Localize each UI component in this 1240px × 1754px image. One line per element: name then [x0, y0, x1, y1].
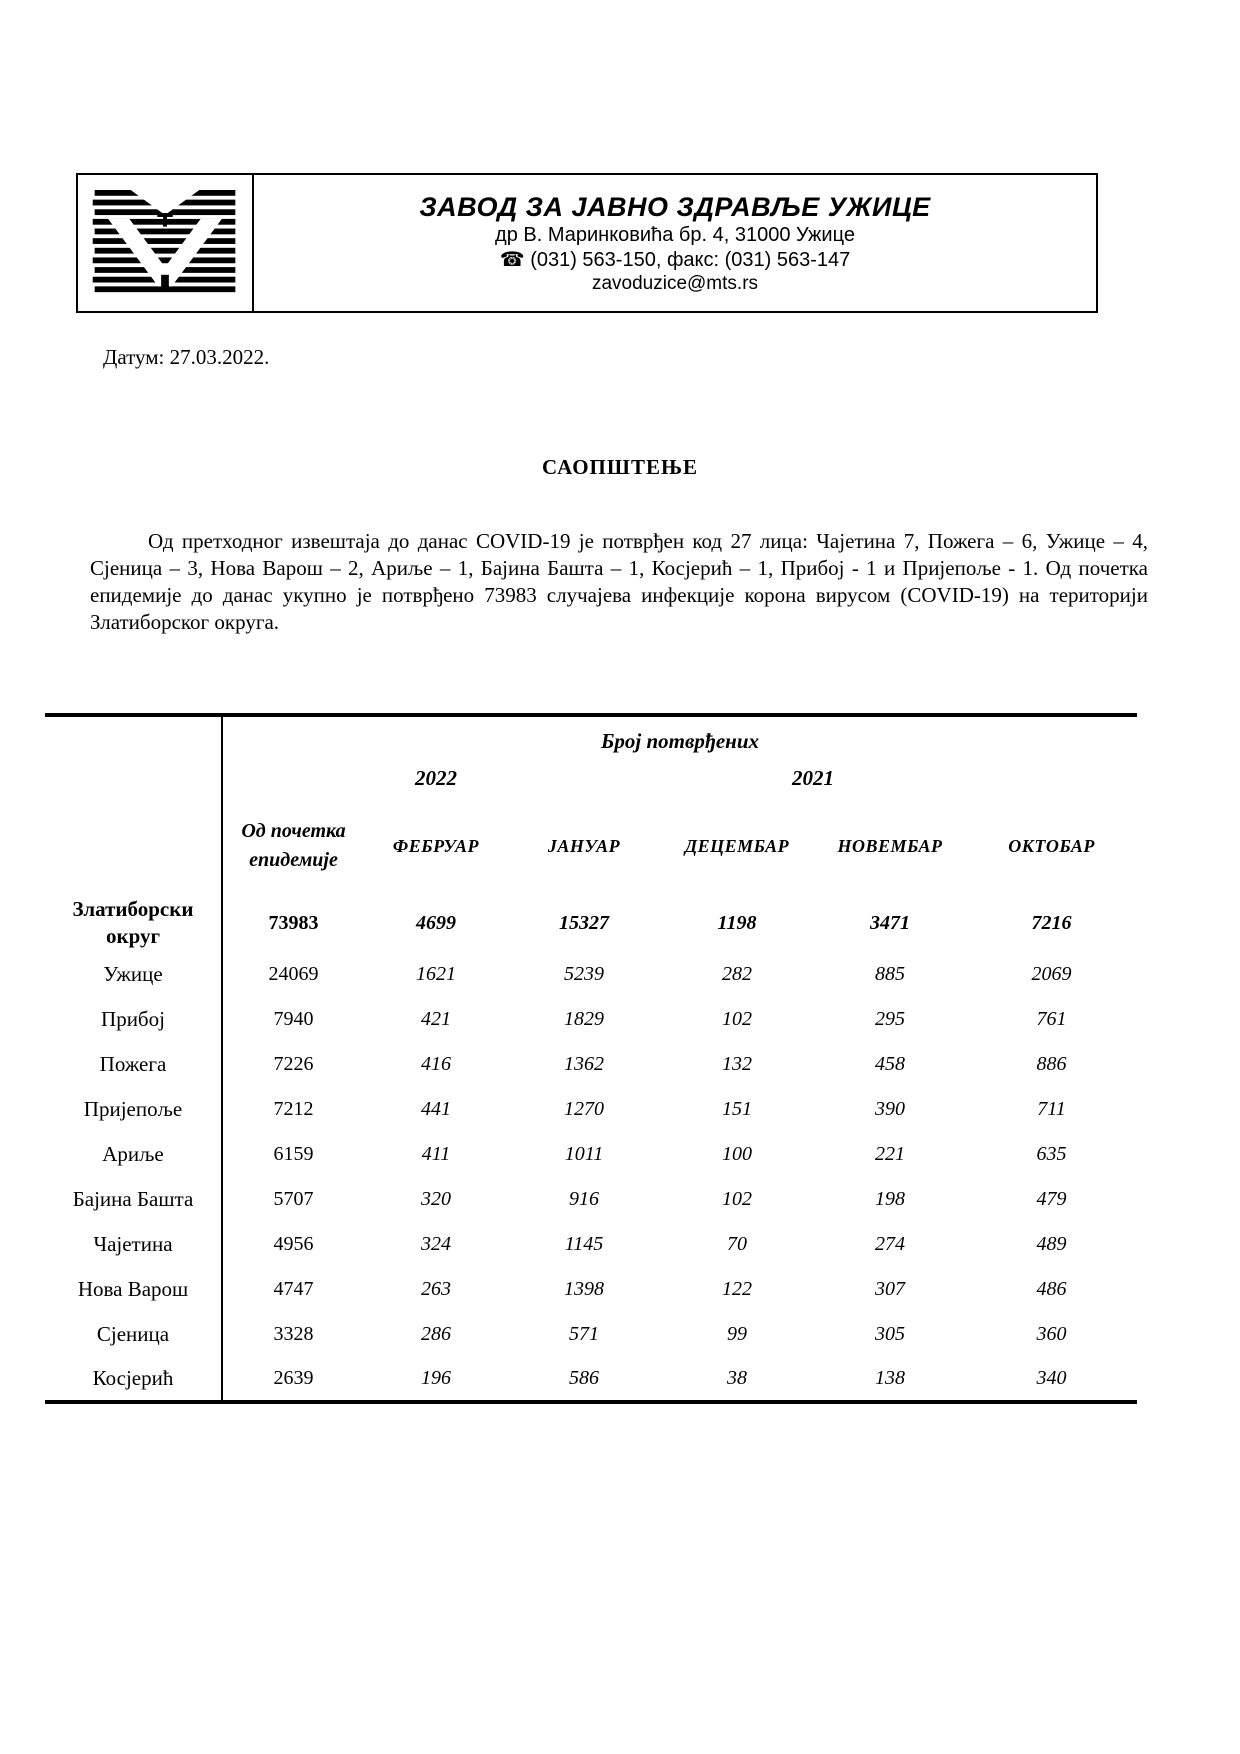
table-row	[45, 997, 1137, 1042]
cell-value: 305	[875, 1323, 905, 1345]
row-label: Косјерић	[92, 1366, 174, 1390]
column-header-november: НОВЕМБАР	[837, 835, 943, 856]
cell-value: 411	[421, 1143, 451, 1165]
row-label: Ужице	[103, 962, 163, 986]
column-header-october: ОКТОБАР	[1008, 835, 1095, 856]
cell-value: 38	[727, 1367, 747, 1389]
institute-address: др В. Маринковића бр. 4, 31000 Ужице	[495, 224, 855, 247]
cell-value: 2639	[273, 1367, 314, 1389]
cell-value: 4747	[273, 1278, 314, 1300]
cell-value: 1198	[717, 911, 757, 934]
cell-value: 320	[421, 1188, 451, 1210]
district-total-row	[45, 894, 1137, 952]
year-2022-label: 2022	[415, 765, 457, 790]
table-caption-row	[45, 715, 1137, 758]
cell-value: 282	[722, 963, 752, 985]
row-label: Нова Варош	[77, 1277, 189, 1301]
cell-value: 441	[421, 1098, 451, 1120]
cell-value: 138	[875, 1367, 905, 1389]
cell-value: 1011	[564, 1143, 604, 1165]
cell-value: 263	[421, 1278, 451, 1300]
body-paragraph: Од претходног извештаја до данас COVID-19 је потврђен код 27 лица: Чајетина 7, Пожега – 6, Ужице – 4, Сјеница – 3, Нова Варош – 2, Ариље – 1, Бајина Башта – 1, Косјерић – 1, Прибој - 1 и Пријепоље - 1. Од почетка епидемије до данас укупно је потврђено 73983 случајева инфекције корона вирусом (COVID-19) на територији Златиборског округа.	[90, 529, 1148, 634]
cell-value: 340	[1036, 1367, 1067, 1389]
cell-value: 7226	[273, 1053, 314, 1075]
institute-header-box	[76, 173, 1098, 313]
cell-value: 198	[875, 1188, 905, 1210]
cell-value: 885	[875, 963, 905, 985]
table-row	[45, 1312, 1137, 1357]
cell-value: 307	[875, 1278, 905, 1300]
cell-value: 586	[569, 1367, 599, 1389]
cell-value: 761	[1036, 1008, 1067, 1030]
cell-value: 73983	[268, 911, 319, 934]
row-label: Ариље	[102, 1142, 164, 1166]
table-row	[45, 1267, 1137, 1312]
table-row	[45, 1132, 1137, 1177]
table-row	[45, 1357, 1137, 1402]
table-caption: Број потврђених	[601, 729, 760, 753]
cell-value: 360	[1036, 1323, 1067, 1345]
covid-table	[45, 713, 1137, 1404]
cell-value: 3328	[273, 1323, 314, 1345]
institute-info	[254, 175, 1096, 311]
cell-value: 5707	[273, 1188, 314, 1210]
institute-logo-icon	[92, 190, 238, 296]
cell-value: 421	[421, 1008, 451, 1030]
table-year-row	[45, 758, 1137, 798]
cell-value: 102	[722, 1188, 752, 1210]
cell-value: 7216	[1031, 911, 1072, 934]
row-label: Прибој	[101, 1007, 165, 1031]
cell-value: 4699	[416, 911, 456, 934]
table-row	[45, 1087, 1137, 1132]
cell-value: 916	[569, 1188, 599, 1210]
column-header-february: ФЕБРУАР	[392, 835, 480, 856]
cell-value: 221	[875, 1143, 905, 1165]
cell-value: 102	[722, 1008, 752, 1030]
cell-value: 324	[421, 1233, 451, 1255]
cell-value: 486	[1036, 1278, 1067, 1300]
row-label: Сјеница	[96, 1322, 170, 1346]
institute-email: zavoduzice@mts.rs	[591, 273, 759, 295]
institute-name: ЗАВОД ЗА ЈАВНО ЗДРАВЉЕ УЖИЦЕ	[419, 191, 931, 222]
cell-value: 100	[722, 1143, 752, 1165]
cell-value: 70	[727, 1233, 747, 1255]
cell-value: 2069	[1031, 963, 1072, 985]
year-2021-label: 2021	[792, 765, 834, 790]
cell-value: 635	[1036, 1143, 1067, 1165]
cell-value: 1621	[416, 963, 456, 985]
cell-value: 886	[1036, 1053, 1067, 1075]
cell-value: 6159	[273, 1143, 314, 1165]
logo-cell	[78, 175, 254, 311]
table-row	[45, 1042, 1137, 1087]
cell-value: 479	[1036, 1188, 1067, 1210]
cell-value: 390	[875, 1098, 905, 1120]
cell-value: 416	[421, 1053, 451, 1075]
column-header-epidemic-total: Од почетка епидемије	[241, 820, 346, 871]
cell-value: 1829	[564, 1008, 604, 1030]
cell-value: 7212	[273, 1098, 314, 1120]
cell-value: 571	[569, 1323, 599, 1345]
row-label: Златиборски округ	[72, 896, 194, 948]
table-row	[45, 1222, 1137, 1267]
cell-value: 132	[722, 1053, 752, 1075]
cell-value: 1398	[564, 1278, 604, 1300]
cell-value: 286	[421, 1323, 451, 1345]
cell-value: 122	[722, 1278, 752, 1300]
cell-value: 274	[875, 1233, 905, 1255]
institute-phone-fax: ☎ (031) 563-150, факс: (031) 563-147	[499, 248, 851, 271]
cell-value: 151	[722, 1098, 752, 1120]
cell-value: 711	[1037, 1098, 1066, 1120]
cell-value: 3471	[870, 911, 910, 934]
cell-value: 7940	[273, 1008, 314, 1030]
cell-value: 4956	[273, 1233, 314, 1255]
cell-value: 15327	[559, 911, 609, 934]
table-row	[45, 952, 1137, 997]
column-header-january: ЈАНУАР	[547, 835, 621, 856]
row-label: Пожега	[99, 1052, 167, 1076]
cell-value: 458	[875, 1053, 905, 1075]
date-line: Датум: 27.03.2022.	[103, 345, 270, 369]
cell-value: 99	[727, 1323, 747, 1345]
cell-value: 1362	[564, 1053, 604, 1075]
cell-value: 1145	[564, 1233, 604, 1255]
table-column-header-row	[45, 798, 1137, 894]
cell-value: 489	[1036, 1233, 1067, 1255]
row-label: Бајина Башта	[72, 1187, 194, 1211]
row-label: Чајетина	[93, 1232, 173, 1256]
row-label: Пријепоље	[83, 1097, 183, 1121]
column-header-december: ДЕЦЕМБАР	[684, 835, 790, 856]
document-title: САОПШТЕЊЕ	[541, 455, 699, 479]
cell-value: 1270	[564, 1098, 604, 1120]
cell-value: 295	[875, 1008, 905, 1030]
table-row	[45, 1177, 1137, 1222]
cell-value: 5239	[564, 963, 604, 985]
cell-value: 196	[421, 1367, 451, 1389]
cell-value: 24069	[268, 963, 319, 985]
